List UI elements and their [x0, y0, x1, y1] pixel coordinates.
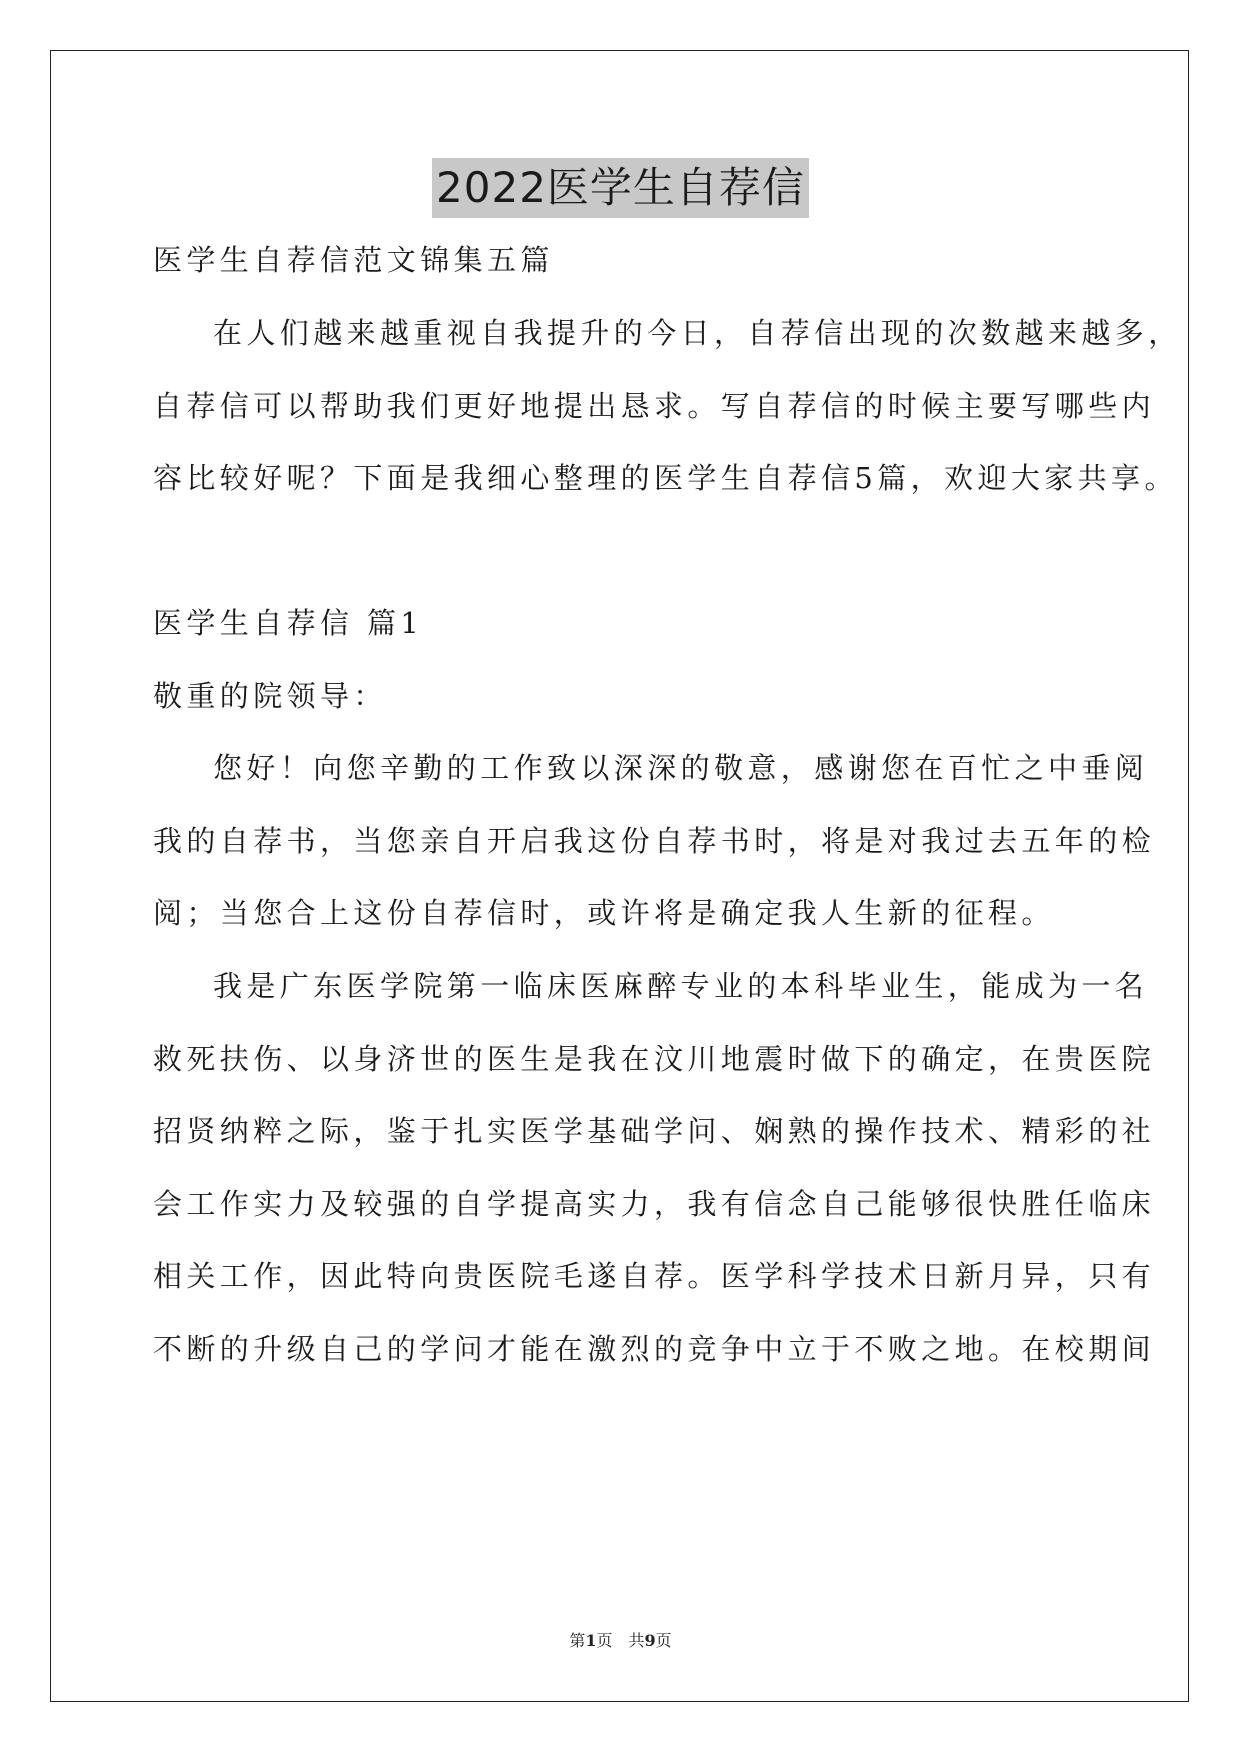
- footer-page-number: 1: [585, 1631, 597, 1650]
- paragraph-line: 会工作实力及较强的自学提高实力，我有信念自己能够很快胜任临床: [153, 1187, 1156, 1221]
- paragraph-line: 容比较好呢？下面是我细心整理的医学生自荐信5篇，欢迎大家共享。: [153, 461, 1178, 495]
- page-border: [50, 50, 1189, 1702]
- paragraph-line: 阅；当您合上这份自荐信时，或许将是确定我人生新的征程。: [153, 896, 1055, 930]
- paragraph-line: 自荐信可以帮助我们更好地提出恳求。写自荐信的时候主要写哪些内: [153, 389, 1156, 423]
- paragraph-line: 我是广东医学院第一临床医麻醉专业的本科毕业生，能成为一名: [213, 969, 1149, 1003]
- footer-prefix: 第: [569, 1631, 586, 1650]
- paragraph-line: 我的自荐书，当您亲自开启我这份自荐书时，将是对我过去五年的检: [153, 824, 1156, 858]
- paragraph-line: 相关工作，因此特向贵医院毛遂自荐。医学科学技术日新月异，只有: [153, 1259, 1156, 1293]
- paragraph-line: 救死扶伤、以身济世的医生是我在汶川地震时做下的确定，在贵医院: [153, 1042, 1156, 1076]
- section-heading: 医学生自荐信 篇1: [153, 606, 424, 640]
- footer-mid: 页 共: [596, 1631, 645, 1650]
- footer-page-total: 9: [644, 1631, 656, 1650]
- document-title: 2022医学生自荐信: [432, 158, 809, 218]
- subtitle-line: 医学生自荐信范文锦集五篇: [153, 243, 554, 277]
- paragraph-line: 在人们越来越重视自我提升的今日，自荐信出现的次数越来越多，: [213, 316, 1182, 350]
- paragraph-line: 您好！向您辛勤的工作致以深深的敬意，感谢您在百忙之中垂阅: [213, 751, 1149, 785]
- paragraph-line: 招贤纳粹之际，鉴于扎实医学基础学问、娴熟的操作技术、精彩的社: [153, 1114, 1156, 1148]
- paragraph-line: 不断的升级自己的学问才能在激烈的竞争中立于不败之地。在校期间: [153, 1332, 1156, 1366]
- footer-suffix: 页: [655, 1631, 672, 1650]
- page-footer: [0, 1628, 1241, 1651]
- salutation-line: 敬重的院领导：: [153, 679, 387, 713]
- title-container: [0, 158, 1241, 218]
